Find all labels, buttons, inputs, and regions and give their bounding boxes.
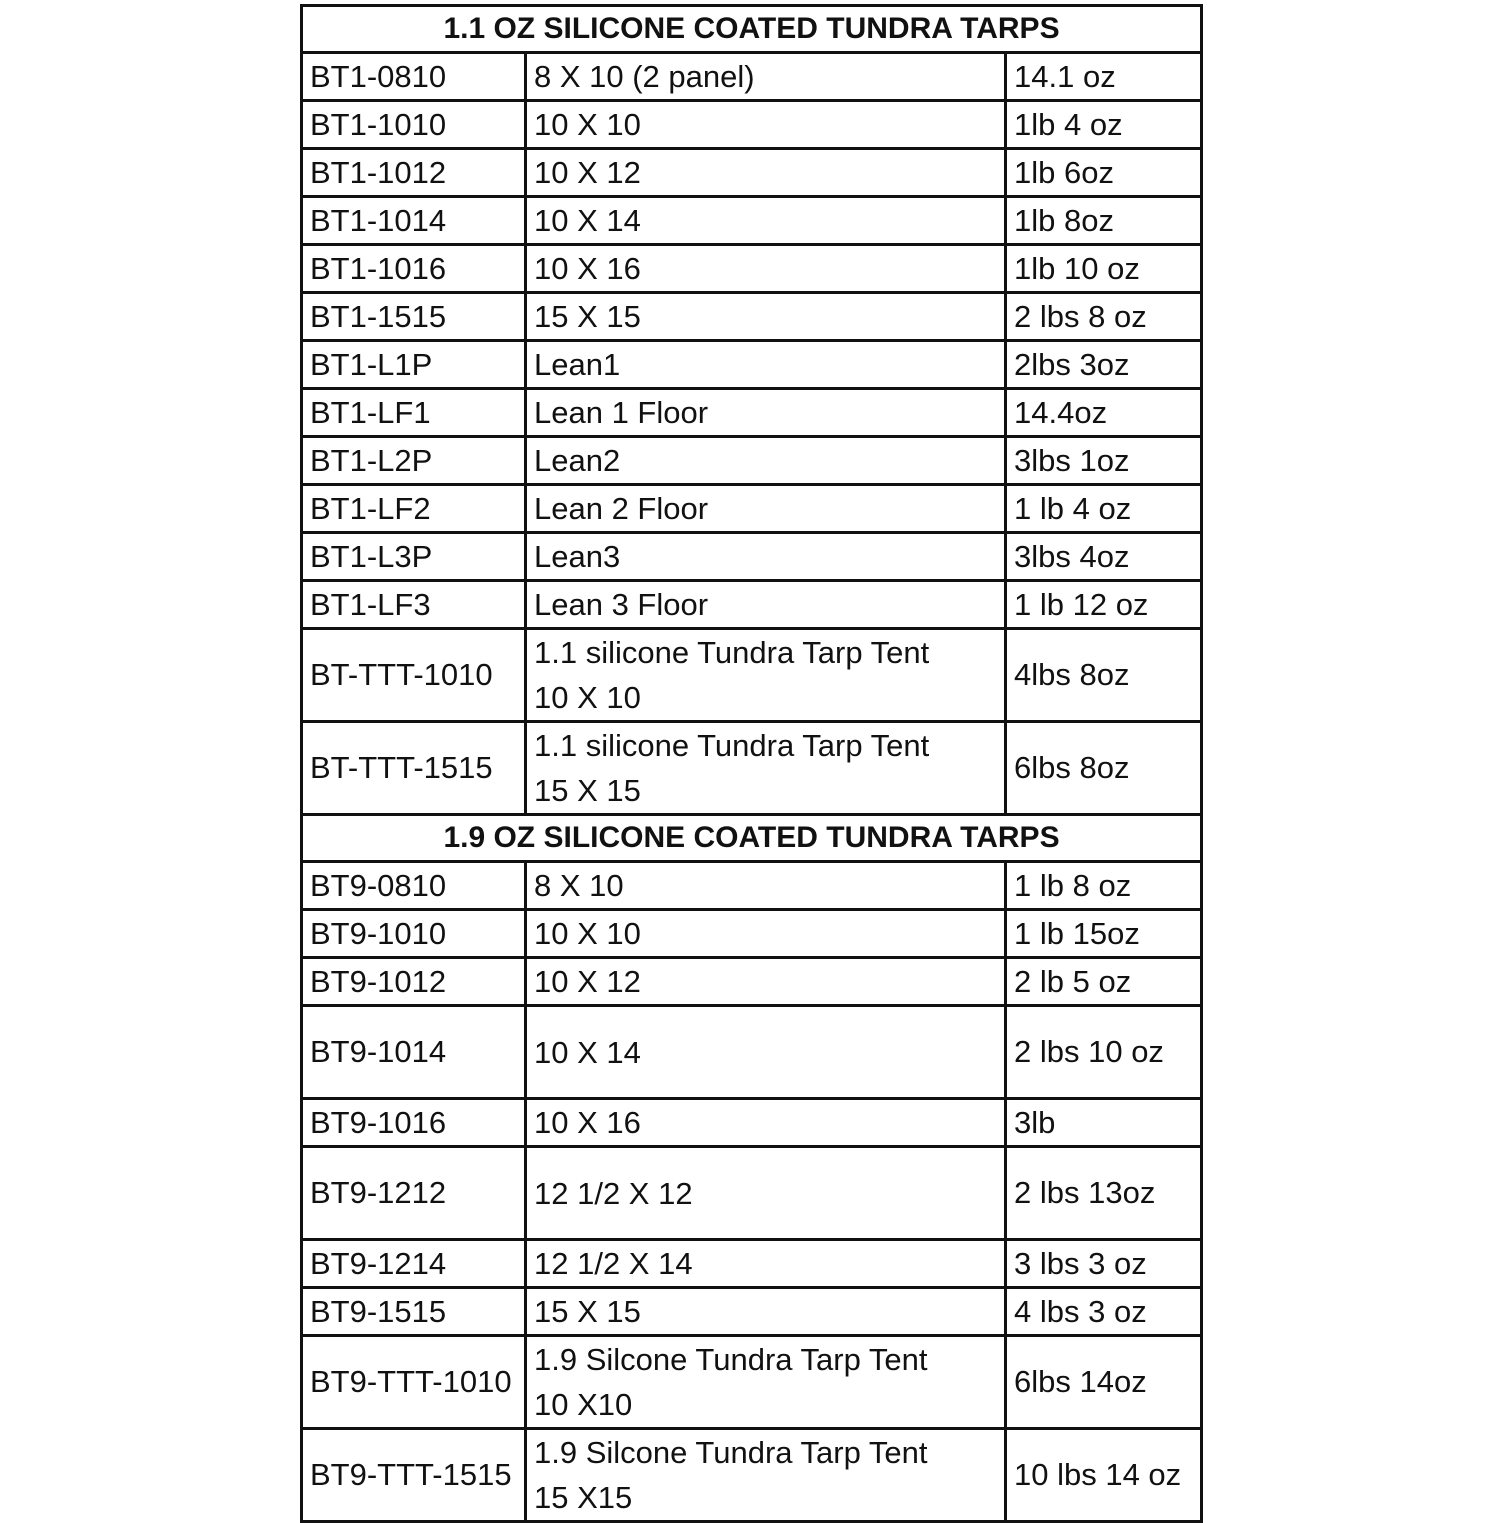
item-description-cell [526,581,1006,629]
item-description-cell [526,958,1006,1006]
description-line: Lean 3 Floor [534,587,709,622]
description-line: 10 X 14 [534,1034,641,1070]
item-code-cell: BT1-1016 [302,245,526,293]
description-line: 15 X 15 [534,773,641,808]
description-line: 10 X 16 [534,1105,641,1140]
item-weight-cell: 3lbs 1oz [1006,437,1202,485]
description-line: 1.1 silicone Tundra Tarp Tent [534,635,930,670]
item-code-cell: BT9-TTT-1515 [302,1429,526,1522]
description-line: 15 X 15 [534,299,641,334]
description-line: Lean 2 Floor [534,491,709,526]
section-title: 1.9 OZ SILICONE COATED TUNDRA TARPS [302,815,1202,862]
item-description-cell [526,437,1006,485]
description-line: 10 X 12 [534,155,641,190]
item-description-cell [526,629,1006,722]
item-code-cell: BT1-1014 [302,197,526,245]
item-code-cell: BT1-LF2 [302,485,526,533]
table-row [302,149,1202,197]
item-description-cell [526,1288,1006,1336]
table-row [302,581,1202,629]
item-weight-cell: 6lbs 14oz [1006,1336,1202,1429]
description-line: 1.9 Silcone Tundra Tarp Tent [534,1435,928,1470]
table-row [302,1240,1202,1288]
item-code-cell: BT1-L1P [302,341,526,389]
item-weight-cell: 6lbs 8oz [1006,722,1202,815]
item-description-cell [526,485,1006,533]
item-description-cell [526,1147,1006,1240]
item-code-cell: BT9-1214 [302,1240,526,1288]
table-row [302,1147,1202,1240]
item-code-cell: BT-TTT-1515 [302,722,526,815]
description-line: 12 1/2 X 14 [534,1246,693,1281]
item-description-cell [526,1429,1006,1522]
description-line: 10 X 10 [534,107,641,142]
item-code-cell: BT1-LF3 [302,581,526,629]
table-row [302,1099,1202,1147]
table-row [302,389,1202,437]
description-line: Lean2 [534,443,621,478]
description-line: 10 X 10 [534,680,641,715]
item-code-cell: BT1-LF1 [302,389,526,437]
item-weight-cell: 1 lb 12 oz [1006,581,1202,629]
item-code-cell: BT-TTT-1010 [302,629,526,722]
description-line: 12 1/2 X 12 [534,1175,693,1211]
item-weight-cell: 1 lb 15oz [1006,910,1202,958]
item-weight-cell: 1lb 4 oz [1006,101,1202,149]
item-weight-cell: 2 lbs 10 oz [1006,1006,1202,1099]
item-code-cell: BT9-1014 [302,1006,526,1099]
item-weight-cell: 2lbs 3oz [1006,341,1202,389]
description-line: 15 X15 [534,1480,633,1515]
description-line: 10 X 10 [534,916,641,951]
item-description-cell [526,1006,1006,1099]
item-description-cell [526,910,1006,958]
item-code-cell: BT9-1010 [302,910,526,958]
description-line: Lean1 [534,347,621,382]
item-weight-cell: 14.4oz [1006,389,1202,437]
table-row [302,862,1202,910]
item-weight-cell: 2 lbs 8 oz [1006,293,1202,341]
tarp-spec-table [300,4,1203,1523]
item-code-cell: BT9-1012 [302,958,526,1006]
item-code-cell: BT9-1016 [302,1099,526,1147]
item-description-cell [526,197,1006,245]
item-weight-cell: 1lb 8oz [1006,197,1202,245]
item-description-cell [526,1099,1006,1147]
item-code-cell: BT1-L2P [302,437,526,485]
item-code-cell: BT1-L3P [302,533,526,581]
description-line: 8 X 10 (2 panel) [534,59,755,94]
item-code-cell: BT9-0810 [302,862,526,910]
item-code-cell: BT9-1515 [302,1288,526,1336]
item-code-cell: BT1-1010 [302,101,526,149]
item-description-cell [526,245,1006,293]
item-weight-cell: 1lb 6oz [1006,149,1202,197]
item-code-cell: BT1-1515 [302,293,526,341]
item-weight-cell: 3lbs 4oz [1006,533,1202,581]
tarp-spec-body [302,6,1202,1522]
item-weight-cell: 1 lb 8 oz [1006,862,1202,910]
item-weight-cell: 4 lbs 3 oz [1006,1288,1202,1336]
item-weight-cell: 4lbs 8oz [1006,629,1202,722]
table-row [302,53,1202,101]
description-line: 8 X 10 [534,868,624,903]
table-row [302,197,1202,245]
description-line: Lean3 [534,539,621,574]
item-code-cell: BT1-0810 [302,53,526,101]
table-row [302,1429,1202,1522]
item-code-cell: BT1-1012 [302,149,526,197]
item-description-cell [526,1336,1006,1429]
section-header-row [302,815,1202,862]
item-weight-cell: 2 lb 5 oz [1006,958,1202,1006]
item-weight-cell: 3lb [1006,1099,1202,1147]
table-row [302,910,1202,958]
description-line: 1.1 silicone Tundra Tarp Tent [534,728,930,763]
item-weight-cell: 3 lbs 3 oz [1006,1240,1202,1288]
item-code-cell: BT9-TTT-1010 [302,1336,526,1429]
description-line: 10 X 12 [534,964,641,999]
table-row [302,958,1202,1006]
item-code-cell: BT9-1212 [302,1147,526,1240]
description-line: 15 X 15 [534,1294,641,1329]
item-weight-cell: 1lb 10 oz [1006,245,1202,293]
table-row [302,722,1202,815]
table-row [302,629,1202,722]
table-row [302,101,1202,149]
table-row [302,485,1202,533]
item-description-cell [526,389,1006,437]
item-description-cell [526,1240,1006,1288]
description-line: 1.9 Silcone Tundra Tarp Tent [534,1342,928,1377]
description-line: Lean 1 Floor [534,395,709,430]
table-row [302,1006,1202,1099]
table-row [302,1336,1202,1429]
item-description-cell [526,341,1006,389]
description-line: 10 X10 [534,1387,633,1422]
item-description-cell [526,149,1006,197]
item-description-cell [526,722,1006,815]
table-row [302,293,1202,341]
table-row [302,437,1202,485]
item-weight-cell: 1 lb 4 oz [1006,485,1202,533]
table-row [302,341,1202,389]
item-description-cell [526,533,1006,581]
table-row [302,1288,1202,1336]
table-row [302,533,1202,581]
table-row [302,245,1202,293]
item-description-cell [526,862,1006,910]
description-line: 10 X 16 [534,251,641,286]
item-weight-cell: 2 lbs 13oz [1006,1147,1202,1240]
section-title: 1.1 OZ SILICONE COATED TUNDRA TARPS [302,6,1202,53]
section-header-row [302,6,1202,53]
description-line: 10 X 14 [534,203,641,238]
item-description-cell [526,53,1006,101]
item-description-cell [526,293,1006,341]
item-description-cell [526,101,1006,149]
item-weight-cell: 14.1 oz [1006,53,1202,101]
item-weight-cell: 10 lbs 14 oz [1006,1429,1202,1522]
